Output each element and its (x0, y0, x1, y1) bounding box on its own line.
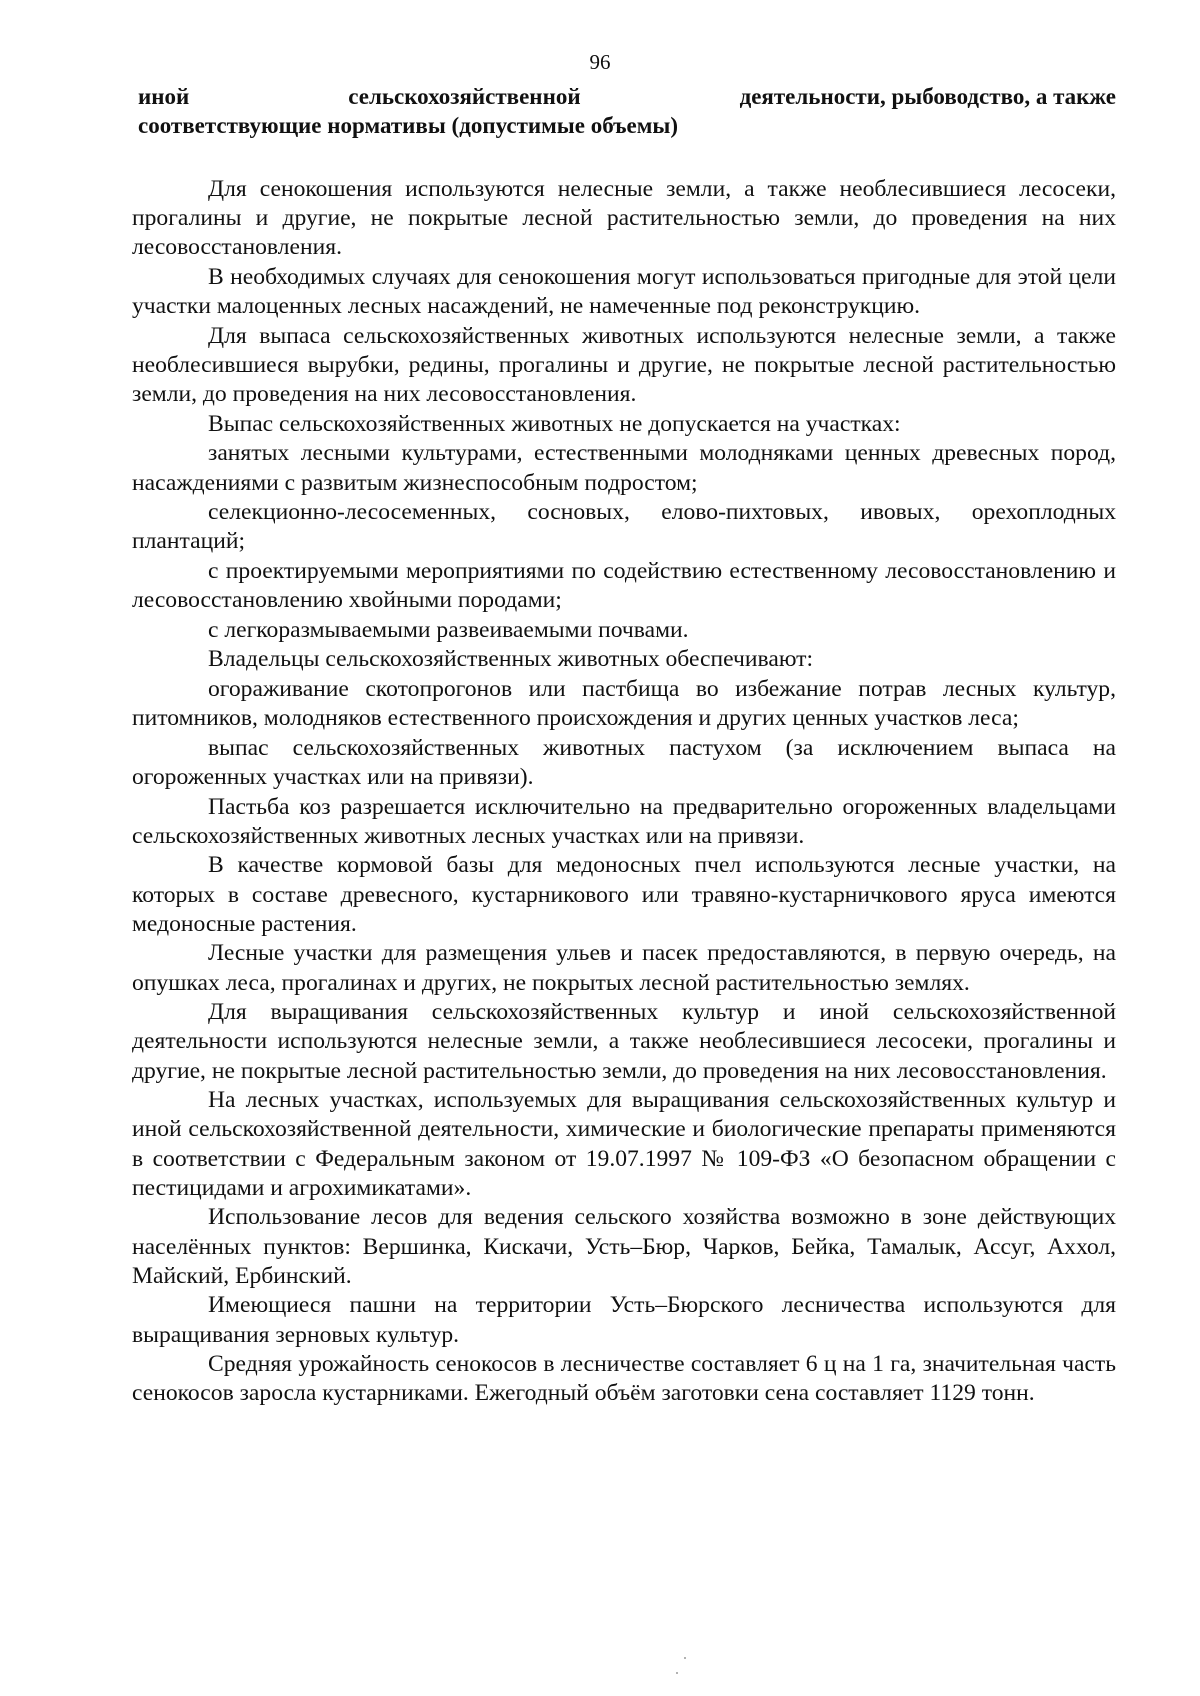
paragraph: огораживание скотопрогонов или пастбища во избежание потрав лесных культур, питомников, молодняков естественного происхождения и других ценных участков леса; (132, 675, 1116, 732)
paragraph: селекционно-лесосеменных, сосновых, елово-пихтовых, ивовых, орехоплодных плантаций; (132, 499, 1116, 555)
paragraph: Использование лесов для ведения сельского хозяйства возможно в зоне действующих населённых пунктов: Вершинка, Кискачи, Усть–Бюр, Чарков, Бейка, Тамалык, Ассуг, Аххол, Майский, Ербинский. (132, 1204, 1116, 1289)
paragraph: Для выращивания сельскохозяйственных культур и иной сельскохозяйственной деятельности используются нелесные земли, а также необлесившиеся лесосеки, прогалины и другие, не покрытые лесной растительностью земли, до проведения на них лесовосстановления. (132, 999, 1116, 1084)
paragraph: Выпас сельскохозяйственных животных не допускается на участках: (208, 410, 901, 437)
paragraph: с легкоразмываемыми развеиваемыми почвами. (208, 616, 689, 643)
section-heading-line-2: соответствующие нормативы (допустимые объемы) (138, 113, 679, 138)
paragraph: занятых лесными культурами, естественными молодняками ценных древесных пород, насаждениями с развитым жизнеспособным подростом; (132, 440, 1116, 496)
paragraph: с проектируемыми мероприятиями по содействию естественному лесовосстановлению и лесовосстановлению хвойными породами; (132, 557, 1116, 614)
paragraph: Для выпаса сельскохозяйственных животных используются нелесные земли, а также необлесившиеся вырубки, редины, прогалины и другие, не покрытые лесной растительностью земли, до проведения на них лесовосстановления. (132, 322, 1116, 408)
page-number: 96 (589, 50, 611, 74)
paragraph: В качестве кормовой базы для медоносных пчел используются лесные участки, на которых в составе древесного, кустарникового или травяно-кустарничкового яруса имеются медоносные растения. (132, 852, 1116, 937)
paragraph: выпас сельскохозяйственных животных пастухом (за исключением выпаса на огороженных участках или на привязи). (132, 734, 1116, 790)
paragraph: Лесные участки для размещения ульев и пасек предоставляются, в первую очередь, на опушках леса, прогалинах и других, не покрытых лесной растительностью землях. (132, 940, 1116, 996)
section-heading (138, 82, 1116, 140)
paragraph: На лесных участках, используемых для выращивания сельскохозяйственных культур и иной сельскохозяйственной деятельности, химические и биологические препараты применяются в соответствии с Федеральным законом от 19.07.1997 № 109-ФЗ «О безопасном обращении с пестицидами и агрохимикатами». (132, 1087, 1116, 1201)
scan-speck (684, 1657, 686, 1659)
heading-word-2: сельскохозяйственной (348, 84, 581, 109)
heading-word-3: деятельности, рыбоводство, а также (739, 84, 1116, 109)
section-heading-line-1 (138, 82, 1116, 111)
paragraph: Имеющиеся пашни на территории Усть–Бюрского лесничества используются для выращивания зерновых культур. (132, 1292, 1116, 1348)
scan-speck (676, 1672, 678, 1674)
paragraph: Средняя урожайность сенокосов в лесничестве составляет 6 ц на 1 га, значительная часть сенокосов заросла кустарниками. Ежегодный объём заготовки сена составляет 1129 тонн. (132, 1351, 1116, 1407)
heading-word-1: иной (138, 84, 190, 109)
paragraph: Пастьба коз разрешается исключительно на предварительно огороженных владельцами сельскохозяйственных животных лесных участках или на привязи. (132, 793, 1116, 849)
paragraph: В необходимых случаях для сенокошения могут использоваться пригодные для этой цели участки малоценных лесных насаждений, не намеченные под реконструкцию. (132, 264, 1116, 320)
body-text (132, 175, 1116, 1409)
paragraph: Владельцы сельскохозяйственных животных обеспечивают: (208, 646, 814, 673)
paragraph: Для сенокошения используются нелесные земли, а также необлесившиеся лесосеки, прогалины и другие, не покрытые лесной растительностью земли, до проведения на них лесовосстановления. (132, 176, 1116, 261)
